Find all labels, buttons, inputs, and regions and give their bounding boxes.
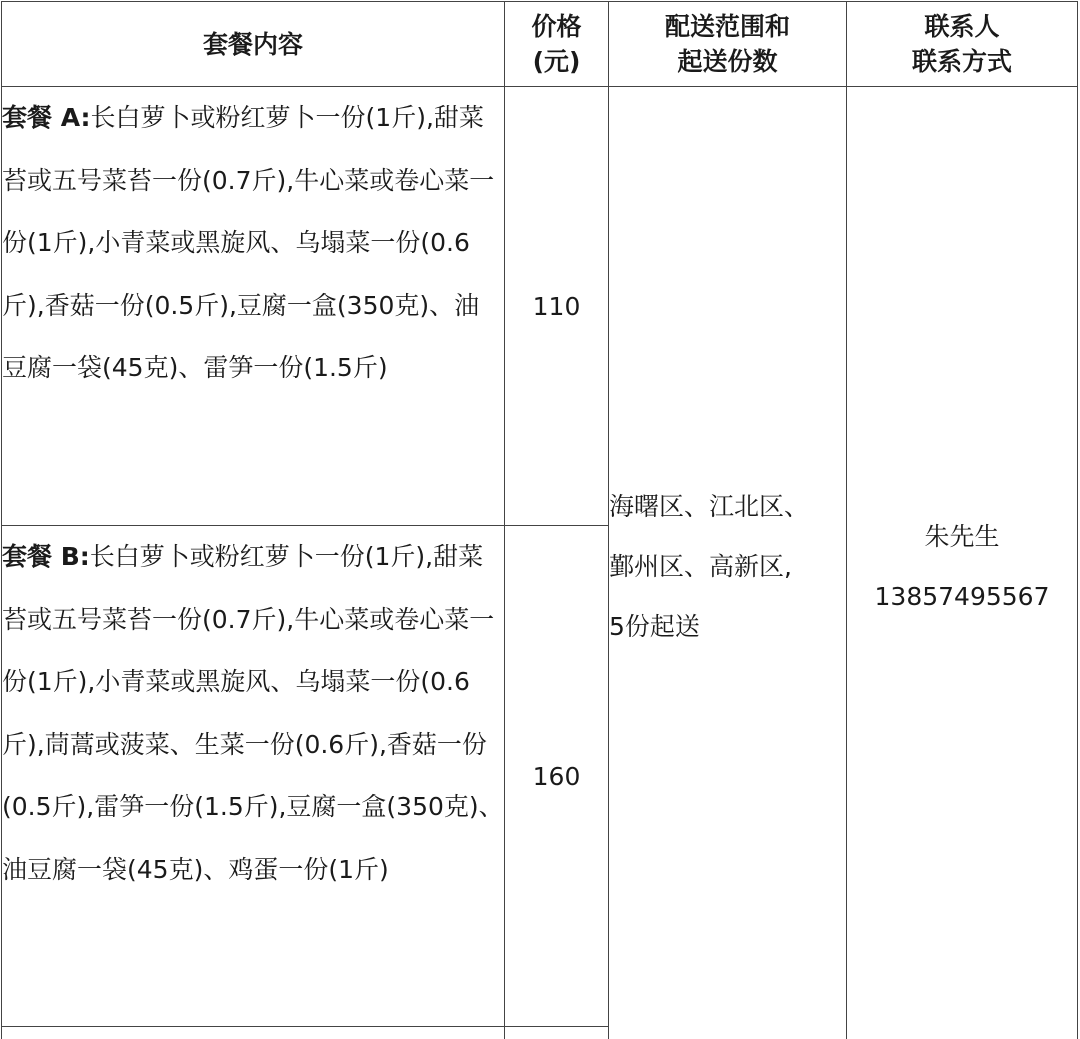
header-price: [505, 2, 609, 87]
delivery-line-2: 鄞州区、高新区,: [609, 552, 792, 581]
contact-cell: [847, 87, 1078, 1039]
header-content: [2, 2, 505, 87]
header-contact-line-1: 联系人: [924, 12, 1000, 41]
header-contact-line-2: 联系方式: [911, 47, 1012, 76]
header-contact: [847, 2, 1078, 87]
next-row-content-cell: [2, 1027, 505, 1039]
delivery-area: [609, 87, 847, 1039]
package-a-content: [2, 87, 505, 526]
package-a-separator: :: [80, 103, 91, 132]
package-b-label: 套餐 B: [2, 542, 80, 571]
header-delivery: [609, 2, 847, 87]
package-a-items: 长白萝卜或粉红萝卜一份(1斤),甜菜苔或五号菜苔一份(0.7斤),牛心菜或卷心菜一份(1斤),小青菜或黑旋风、乌塌菜一份(0.6斤),香菇一份(0.5斤),豆腐一盒(350克)、油豆腐一袋(45克)、雷笋一份(1.5斤): [2, 103, 495, 382]
delivery-line-3: 5份起送: [609, 612, 700, 641]
delivery-line-1: 海曙区、江北区、: [609, 492, 810, 521]
header-delivery-line-1: 配送范围和: [664, 12, 790, 41]
package-b-items: 长白萝卜或粉红萝卜一份(1斤),甜菜苔或五号菜苔一份(0.7斤),牛心菜或卷心菜一份(1斤),小青菜或黑旋风、乌塌菜一份(0.6斤),茼蒿或菠菜、生菜一份(0.6斤),香菇一份(0.5斤),雷笋一份(1.5斤),豆腐一盒(350克)、油豆腐一袋(45克)、鸡蛋一份(1斤): [2, 542, 504, 884]
package-b-separator: :: [79, 542, 90, 571]
package-a-label: 套餐 A: [2, 103, 81, 132]
header-price-line-1: 价格: [531, 12, 582, 41]
package-b-content: [2, 526, 505, 1027]
contact-name: 朱先生: [924, 522, 1000, 551]
header-row: [2, 2, 1078, 87]
header-content-label: 套餐内容: [202, 29, 303, 59]
package-table: [1, 1, 1078, 1039]
header-price-line-2: (元): [532, 47, 581, 76]
package-b-price: 160: [505, 526, 609, 1027]
contact-phone: 13857495567: [874, 582, 1050, 611]
package-a-row: [2, 87, 1078, 526]
header-delivery-line-2: 起送份数: [677, 47, 778, 76]
package-a-price: 110: [505, 87, 609, 526]
next-row-price-cell: [505, 1027, 609, 1039]
